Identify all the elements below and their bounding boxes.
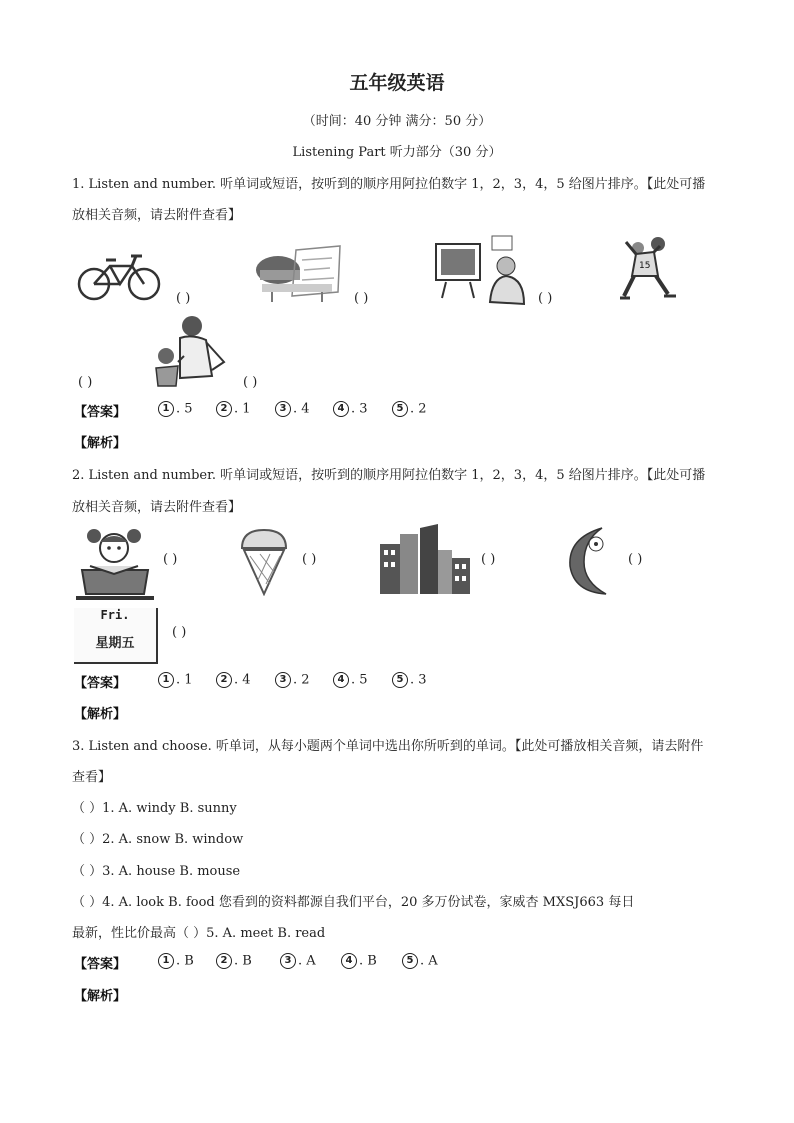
q1-answer-2: 2 . 1	[216, 401, 251, 417]
q1-answer-3: 3 . 4	[275, 401, 310, 417]
q3-item-5: 最新，性比价最高（ ）5. A. meet B. read	[72, 926, 326, 941]
mother-child-picture	[150, 312, 236, 388]
q1-answer-1: 1 . 5	[158, 401, 193, 417]
q3-item-4: （ ）4. A. look B. food 您看到的资料都源自我们平台，20 多万份试卷，家威杏 MXSJ663 每日	[72, 895, 635, 910]
q2-answer-2: 2 . 4	[216, 672, 251, 688]
q2-blank-3[interactable]: ( )	[481, 552, 496, 567]
q1-prompt-line1: 1. Listen and number. 听单词或短语，按听到的顺序用阿拉伯数字 1，2，3，4，5 给图片排序。【此处可播	[72, 177, 706, 192]
q2-answer-3: 3 . 2	[275, 672, 310, 688]
q2-blank-5[interactable]: ( )	[172, 625, 187, 640]
q2-answer-5: 5 . 3	[392, 672, 427, 688]
moon-picture	[562, 526, 622, 596]
exam-info: （时间：40 分钟 满分：50 分）	[302, 114, 492, 129]
q2-answer-label: 【答案】	[74, 676, 127, 691]
q2-answer-4: 4 . 5	[333, 672, 368, 688]
q1-answer-label: 【答案】	[74, 405, 127, 420]
q2-prompt-line2: 放相关音频，请去附件查看】	[72, 500, 242, 515]
bicycle-picture	[76, 244, 164, 304]
q1-answer-4: 4 . 3	[333, 401, 368, 417]
q1-blank-4[interactable]: ( )	[243, 375, 258, 390]
section-title: Listening Part 听力部分（30 分）	[292, 145, 502, 160]
jersey-number: 15	[639, 261, 651, 271]
q1-answer-5: 5 . 2	[392, 401, 427, 417]
q1-blank-2[interactable]: ( )	[354, 291, 369, 306]
q3-answer-label: 【答案】	[74, 957, 127, 972]
q2-prompt-line1: 2. Listen and number. 听单词或短语，按听到的顺序用阿拉伯数字 1，2，3，4，5 给图片排序。【此处可播	[72, 468, 706, 483]
q2-answer-1: 1 . 1	[158, 672, 193, 688]
q3-item-3: （ ）3. A. house B. mouse	[72, 864, 241, 879]
q1-analysis-label: 【解析】	[74, 436, 127, 451]
page-title: 五年级英语	[349, 72, 445, 94]
q3-answer-4: 4 . B	[341, 953, 377, 969]
q1-blank-5[interactable]: ( )	[78, 375, 93, 390]
q1-blank-1[interactable]: ( )	[176, 291, 191, 306]
city-buildings-picture	[378, 524, 472, 596]
q3-answer-5: 5 . A	[402, 953, 438, 969]
watch-tv-picture	[432, 232, 528, 308]
girl-reading-picture	[74, 526, 156, 602]
q3-item-1: （ ）1. A. windy B. sunny	[72, 801, 237, 816]
q2-blank-4[interactable]: ( )	[628, 552, 643, 567]
q3-answer-2: 2 . B	[216, 953, 252, 969]
ice-cream-picture	[236, 526, 292, 596]
q3-item-2: （ ）2. A. snow B. window	[72, 832, 244, 847]
q2-blank-2[interactable]: ( )	[302, 552, 317, 567]
friday-card	[74, 608, 158, 664]
q3-prompt-line2: 查看】	[72, 770, 112, 785]
q3-prompt-line1: 3. Listen and choose. 听单词，从每小题两个单词中选出你所听到的单词。【此处可播放相关音频，请去附件	[72, 739, 704, 754]
q1-blank-3[interactable]: ( )	[538, 291, 553, 306]
friday-card-english: Fri.	[100, 608, 130, 622]
q2-analysis-label: 【解析】	[74, 707, 127, 722]
q3-analysis-label: 【解析】	[74, 989, 127, 1004]
hat-drawing-picture	[252, 240, 344, 304]
q1-prompt-line2: 放相关音频，请去附件查看】	[72, 208, 242, 223]
q2-blank-1[interactable]: ( )	[163, 552, 178, 567]
q3-answer-3: 3 . A	[280, 953, 316, 969]
q3-answer-1: 1 . B	[158, 953, 194, 969]
friday-card-chinese: 星期五	[95, 636, 135, 651]
basketball-player-picture	[612, 236, 684, 304]
